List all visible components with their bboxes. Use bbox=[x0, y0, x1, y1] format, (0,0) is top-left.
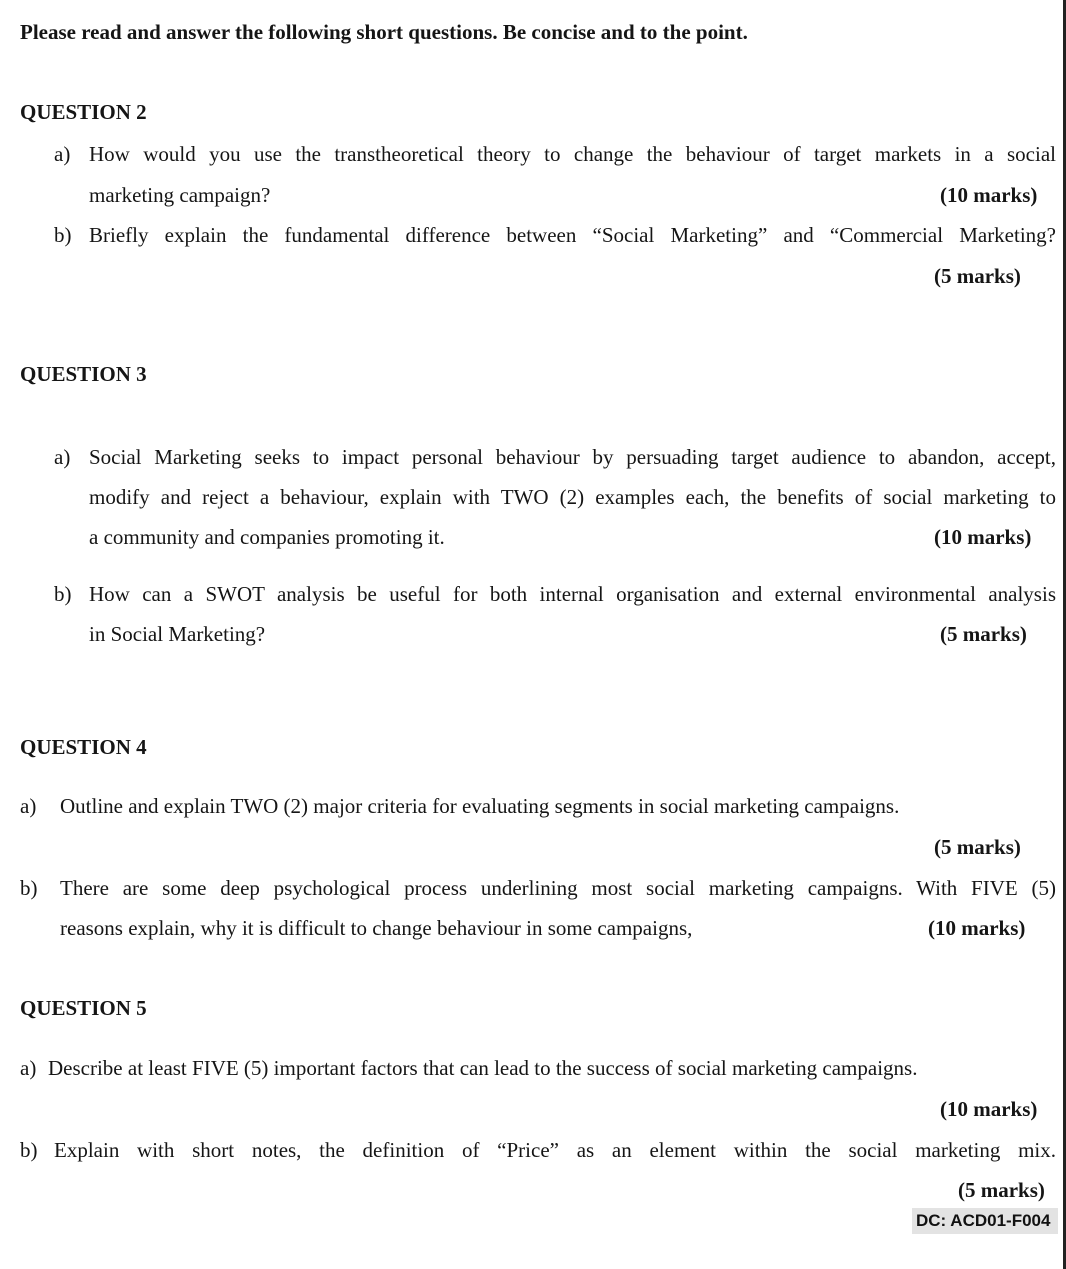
q3-a-text-line3: a community and companies promoting it. bbox=[89, 525, 445, 549]
q3-a-marks: (10 marks) bbox=[934, 525, 1032, 549]
q5-a-marks: (10 marks) bbox=[940, 1097, 1038, 1121]
q2-b-marks: (5 marks) bbox=[934, 264, 1021, 288]
q5-b-label: b) bbox=[20, 1138, 38, 1162]
q3-b-text-line1: How can a SWOT analysis be useful for both internal organisation and external environmental analysis bbox=[89, 582, 1056, 606]
q4-a-text-line1: Outline and explain TWO (2) major criteria for evaluating segments in social marketing campaigns. bbox=[60, 794, 900, 818]
q3-b-text-line2: in Social Marketing? bbox=[89, 622, 266, 646]
q4-a-marks: (5 marks) bbox=[934, 835, 1021, 859]
q3-b-marks: (5 marks) bbox=[940, 622, 1027, 646]
q2-b-label: b) bbox=[54, 223, 72, 247]
q4-b-text-line1: There are some deep psychological process underlining most social marketing campaigns. With FIVE (5) bbox=[60, 876, 1056, 900]
question-5-heading: QUESTION 5 bbox=[20, 996, 147, 1020]
q2-b-text-line1: Briefly explain the fundamental difference between “Social Marketing” and “Commercial Marketing? bbox=[89, 223, 1056, 247]
question-2-heading: QUESTION 2 bbox=[20, 100, 147, 124]
q5-b-marks: (5 marks) bbox=[958, 1178, 1045, 1202]
q3-a-label: a) bbox=[54, 445, 71, 469]
q3-a-text-line1: Social Marketing seeks to impact personal behaviour by persuading target audience to abandon, accept, bbox=[89, 445, 1056, 469]
q3-b-label: b) bbox=[54, 582, 72, 606]
q2-a-marks: (10 marks) bbox=[940, 183, 1038, 207]
q2-a-text-line2: marketing campaign? bbox=[89, 183, 271, 207]
q4-b-text-line2: reasons explain, why it is difficult to change behaviour in some campaigns, bbox=[60, 916, 693, 940]
q5-a-text-line1: Describe at least FIVE (5) important factors that can lead to the success of social marketing campaigns. bbox=[48, 1056, 918, 1080]
q3-a-text-line2: modify and reject a behaviour, explain with TWO (2) examples each, the benefits of social marketing to bbox=[89, 485, 1056, 509]
q4-a-label: a) bbox=[20, 794, 37, 818]
q5-a-label: a) bbox=[20, 1056, 37, 1080]
question-3-heading: QUESTION 3 bbox=[20, 362, 147, 386]
question-4-heading: QUESTION 4 bbox=[20, 735, 147, 759]
q4-b-marks: (10 marks) bbox=[928, 916, 1026, 940]
instructions: Please read and answer the following short questions. Be concise and to the point. bbox=[20, 20, 748, 44]
q4-b-label: b) bbox=[20, 876, 38, 900]
document-code: DC: ACD01-F004 bbox=[912, 1208, 1058, 1234]
q5-b-text-line1: Explain with short notes, the definition of “Price” as an element within the social marketing mix. bbox=[54, 1138, 1056, 1162]
q2-a-text-line1: How would you use the transtheoretical theory to change the behaviour of target markets in a social bbox=[89, 142, 1056, 166]
q2-a-label: a) bbox=[54, 142, 71, 166]
